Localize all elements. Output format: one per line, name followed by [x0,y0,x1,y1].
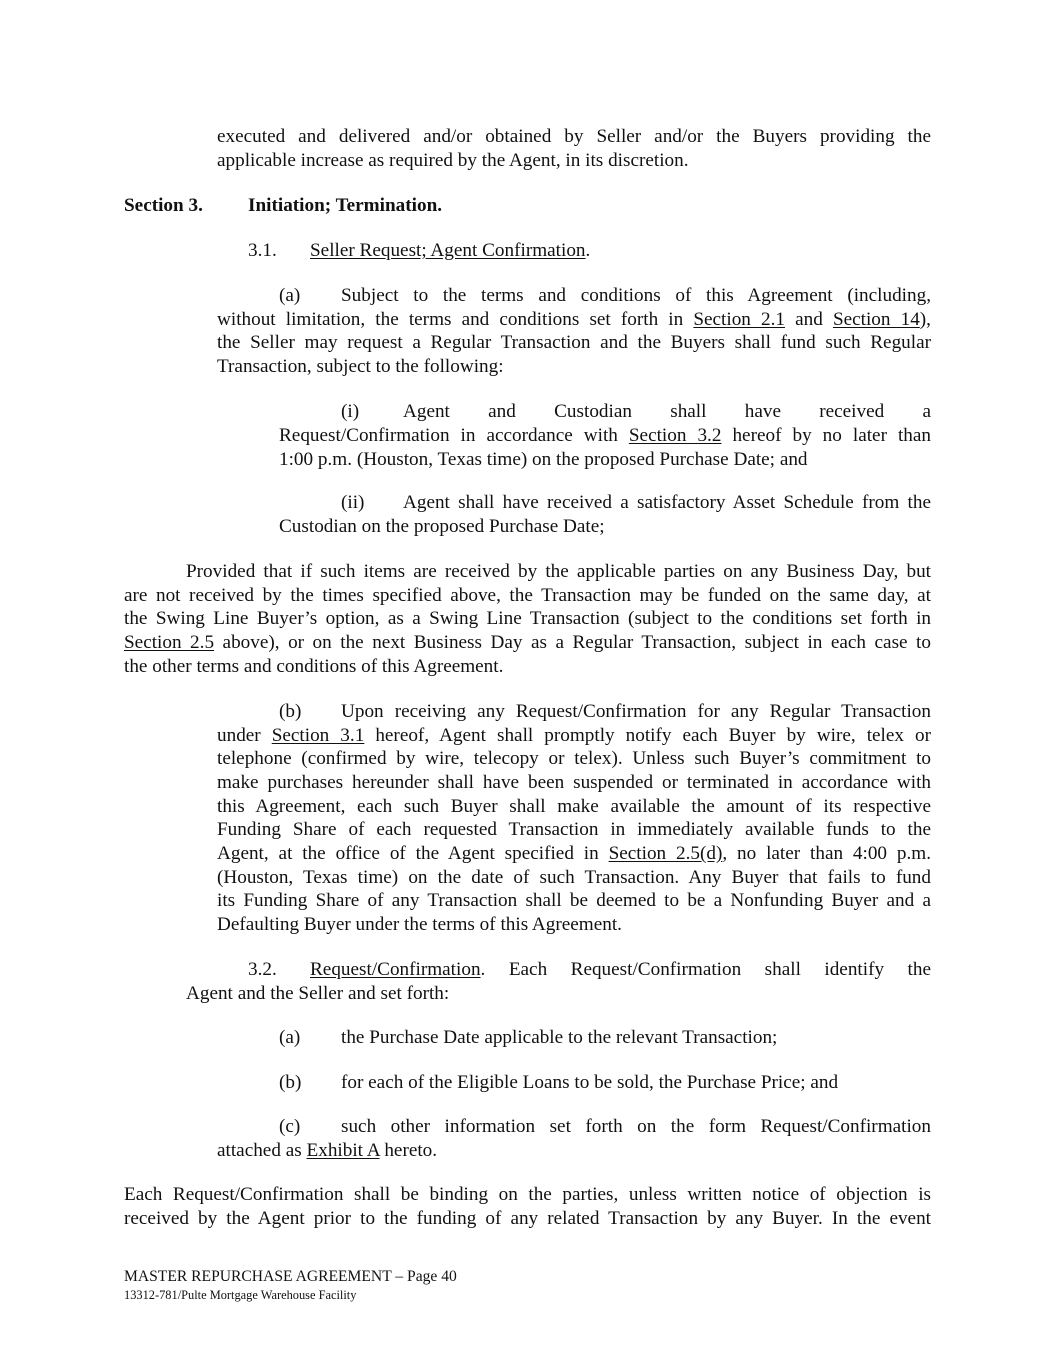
section-3-number: Section 3. [124,195,203,216]
clause-b-label: (b) [279,701,302,722]
clause-a-line-1: Subject to the terms and conditions of this Agreement (including, [341,285,931,306]
item-3-2-a-text: the Purchase Date applicable to the relevant Transaction; [341,1027,778,1048]
proviso-line-3: the Swing Line Buyer’s option, as a Swing Line Transaction (subject to the conditions set forth in [124,608,931,629]
clause-b-line-9: its Funding Share of any Transaction shall be deemed to be a Nonfunding Buyer and a [217,890,931,911]
subsection-3-2-line-1 [310,958,931,982]
section-3-2-link[interactable]: Section 3.2 [628,425,722,446]
clause-b-line-2 [217,724,931,748]
item-3-2-b-text: for each of the Eligible Loans to be sold, the Purchase Price; and [341,1072,839,1093]
clause-b-line-2-text: hereof, Agent shall promptly notify each Buyer by wire, telex or [364,725,932,746]
clause-b-line-3: telephone (confirmed by wire, telecopy or telex). Unless such Buyer’s commitment to [217,748,931,769]
item-3-2-b-label: (b) [279,1072,302,1093]
item-i-line-2 [279,424,931,448]
clause-b-line-1: Upon receiving any Request/Confirmation for any Regular Transaction [341,701,931,722]
clause-b-line-10: Defaulting Buyer under the terms of this Agreement. [217,914,622,935]
clause-b-line-5: this Agreement, each such Buyer shall make available the amount of its respective [217,796,931,817]
clause-b-line-2-under: under [217,725,272,746]
closing-line-1: Each Request/Confirmation shall be binding on the parties, unless written notice of objection is [124,1184,931,1205]
clause-a-line-2 [217,308,931,332]
item-ii-label: (ii) [341,492,365,513]
section-14-link[interactable]: Section 14 [832,309,920,330]
exhibit-a-link[interactable]: Exhibit A [306,1140,380,1161]
footer-doc-id: 13312-781/Pulte Mortgage Warehouse Facility [124,1288,357,1302]
item-ii-line-2: Custodian on the proposed Purchase Date; [279,516,605,537]
clause-a-line-2-and: and [785,309,833,330]
proviso-line-5: the other terms and conditions of this Agreement. [124,656,504,677]
subsection-3-2-title: Request/Confirmation [310,959,481,980]
clause-b-line-7 [217,842,931,866]
proviso-line-4-text: above), or on the next Business Day as a Regular Transaction, subject in each case to [214,632,931,653]
clause-b-line-7-end: , no later than 4:00 p.m. [722,843,931,864]
subsection-3-1-title: Seller Request; Agent Confirmation [310,240,586,261]
section-2-5-link[interactable]: Section 2.5 [124,632,215,653]
subsection-3-2-line-1-text: . Each Request/Confirmation shall identify the [480,959,931,980]
continuation-line-1: executed and delivered and/or obtained by Seller and/or the Buyers providing the [217,126,931,147]
item-3-2-c-line-2-end: hereto. [379,1140,438,1161]
proviso-line-1: Provided that if such items are received by the applicable parties on any Business Day, but [186,561,931,582]
proviso-line-2: are not received by the times specified above, the Transaction may be funded on the same day, at [124,585,931,606]
item-i-line-1: Agent and Custodian shall have received a [403,401,931,422]
item-i-line-2-text: Request/Confirmation in accordance with [279,425,629,446]
closing-line-2: received by the Agent prior to the funding of any related Transaction by any Buyer. In the event [124,1208,931,1229]
clause-b-line-6: Funding Share of each requested Transaction in immediately available funds to the [217,819,931,840]
item-3-2-c-line-2 [217,1139,437,1163]
clause-a-line-3: the Seller may request a Regular Transaction and the Buyers shall fund such Regular [217,332,931,353]
item-3-2-a-label: (a) [279,1027,301,1048]
item-i-line-3: 1:00 p.m. (Houston, Texas time) on the proposed Purchase Date; and [279,449,808,470]
item-3-2-c-line-2-text: attached as [217,1140,307,1161]
subsection-3-1-number: 3.1. [248,240,277,261]
section-3-1-link[interactable]: Section 3.1 [271,725,365,746]
subsection-3-2-number: 3.2. [248,959,277,980]
subsection-3-1-heading [310,239,590,263]
section-2-1-link[interactable]: Section 2.1 [693,309,785,330]
subsection-3-1-title-period: . [585,240,591,261]
item-i-line-2-end: hereof by no later than [721,425,932,446]
footer-title: MASTER REPURCHASE AGREEMENT – Page 40 [124,1268,457,1285]
item-ii-line-1: Agent shall have received a satisfactory Asset Schedule from the [403,492,931,513]
item-3-2-c-line-1: such other information set forth on the form Request/Confirmation [341,1116,931,1137]
item-3-2-c-label: (c) [279,1116,301,1137]
continuation-line-2: applicable increase as required by the Agent, in its discretion. [217,150,689,171]
clause-b-line-4: make purchases hereunder shall have been suspended or terminated in accordance with [217,772,931,793]
clause-b-line-7-text: Agent, at the office of the Agent specified in [217,843,609,864]
clause-a-label: (a) [279,285,301,306]
clause-a-line-2-text: without limitation, the terms and conditions set forth in [217,309,694,330]
section-2-5-d-link[interactable]: Section 2.5(d) [608,843,723,864]
subsection-3-2-line-2: Agent and the Seller and set forth: [186,983,450,1004]
clause-a-line-4: Transaction, subject to the following: [217,356,504,377]
item-i-label: (i) [341,401,360,422]
clause-a-line-2-end: ), [919,309,931,330]
section-3-title: Initiation; Termination. [248,195,443,216]
clause-b-line-8: (Houston, Texas time) on the date of such Transaction. Any Buyer that fails to fund [217,867,931,888]
proviso-line-4 [124,631,931,655]
